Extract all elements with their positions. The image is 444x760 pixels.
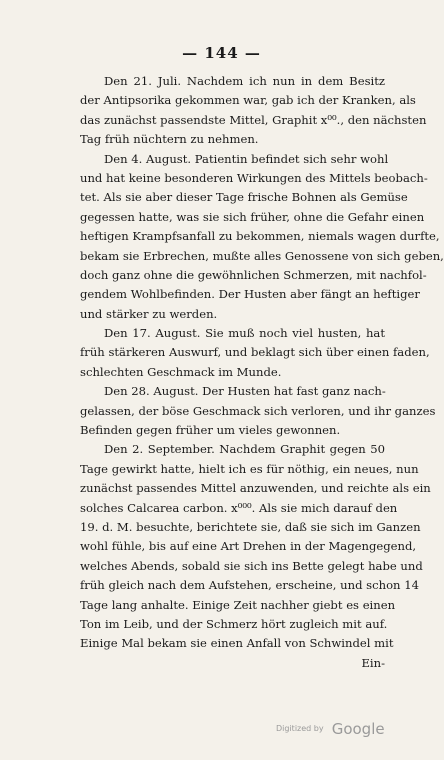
text-line: der Antipsorika gekommen war, gab ich der Kranken, als bbox=[80, 93, 416, 108]
text-line: Den 4. August. Patientin befindet sich sehr wohl bbox=[104, 151, 389, 166]
text-line: früh gleich nach dem Aufstehen, erscheine, und schon 14 bbox=[80, 578, 419, 593]
text-line: das zunächst passendste Mittel, Graphit x⁰⁰., den nächsten bbox=[80, 112, 427, 127]
text-line: doch ganz ohne die gewöhnlichen Schmerzen, mit nachfol- bbox=[80, 267, 427, 282]
text-line: Den 17. August. Sie muß noch viel husten, hat bbox=[104, 326, 385, 341]
text-line: tet. Als sie aber dieser Tage frische Bohnen als Gemüse bbox=[80, 190, 408, 205]
text-line: und hat keine besonderen Wirkungen des Mittels beobach- bbox=[80, 170, 428, 185]
text-line: Den 2. September. Nachdem Graphit gegen 50 bbox=[104, 442, 385, 457]
text-line: und stärker zu werden. bbox=[80, 306, 218, 321]
text-line: gegessen hatte, was sie sich früher, ohne die Gefahr einen bbox=[80, 209, 425, 224]
text-line: Ein- bbox=[361, 655, 385, 670]
text-line: Einige Mal bekam sie einen Anfall von Schwindel mit bbox=[80, 636, 394, 651]
digitized-watermark bbox=[276, 718, 385, 738]
text-line: solches Calcarea carbon. x⁰⁰⁰. Als sie mich darauf den bbox=[80, 500, 398, 515]
watermark-logo: Google bbox=[331, 719, 385, 738]
text-line: Tage lang anhalte. Einige Zeit nachher giebt es einen bbox=[80, 597, 396, 612]
text-line: Den 21. Juli. Nachdem ich nun in dem Besitz bbox=[104, 74, 385, 88]
text-line: schlechten Geschmack im Munde. bbox=[80, 364, 282, 379]
text-line: gelassen, der böse Geschmack sich verloren, und ihr ganzes bbox=[80, 403, 436, 418]
text-line: früh stärkeren Auswurf, und beklagt sich über einen faden, bbox=[80, 345, 430, 360]
body-text bbox=[80, 72, 444, 673]
watermark-prefix: Digitized by bbox=[276, 724, 324, 733]
text-line: Befinden gegen früher um vieles gewonnen. bbox=[80, 423, 341, 438]
text-line: Den 28. August. Der Husten hat fast ganz nach- bbox=[104, 384, 386, 399]
text-line: welches Abends, sobald sie sich ins Bette gelegt habe und bbox=[80, 558, 423, 573]
text-line: bekam sie Erbrechen, mußte alles Genossene von sich geben, bbox=[80, 248, 444, 263]
text-line: heftigen Krampfsanfall zu bekommen, niemals wagen durfte, bbox=[80, 229, 440, 244]
text-line: gendem Wohlbefinden. Der Husten aber fängt an heftiger bbox=[80, 287, 420, 302]
text-line: 19. d. M. besuchte, berichtete sie, daß sie sich im Ganzen bbox=[80, 519, 421, 534]
text-line: zunächst passendes Mittel anzuwenden, und reichte als ein bbox=[80, 481, 431, 496]
text-line: Tag früh nüchtern zu nehmen. bbox=[80, 132, 259, 147]
text-line: Ton im Leib, und der Schmerz hört zugleich mit auf. bbox=[80, 616, 388, 631]
page-number: — 144 — bbox=[182, 44, 261, 62]
text-line: Tage gewirkt hatte, hielt ich es für nöthig, ein neues, nun bbox=[80, 461, 419, 476]
text-line: wohl fühle, bis auf eine Art Drehen in der Magengegend, bbox=[80, 539, 417, 554]
